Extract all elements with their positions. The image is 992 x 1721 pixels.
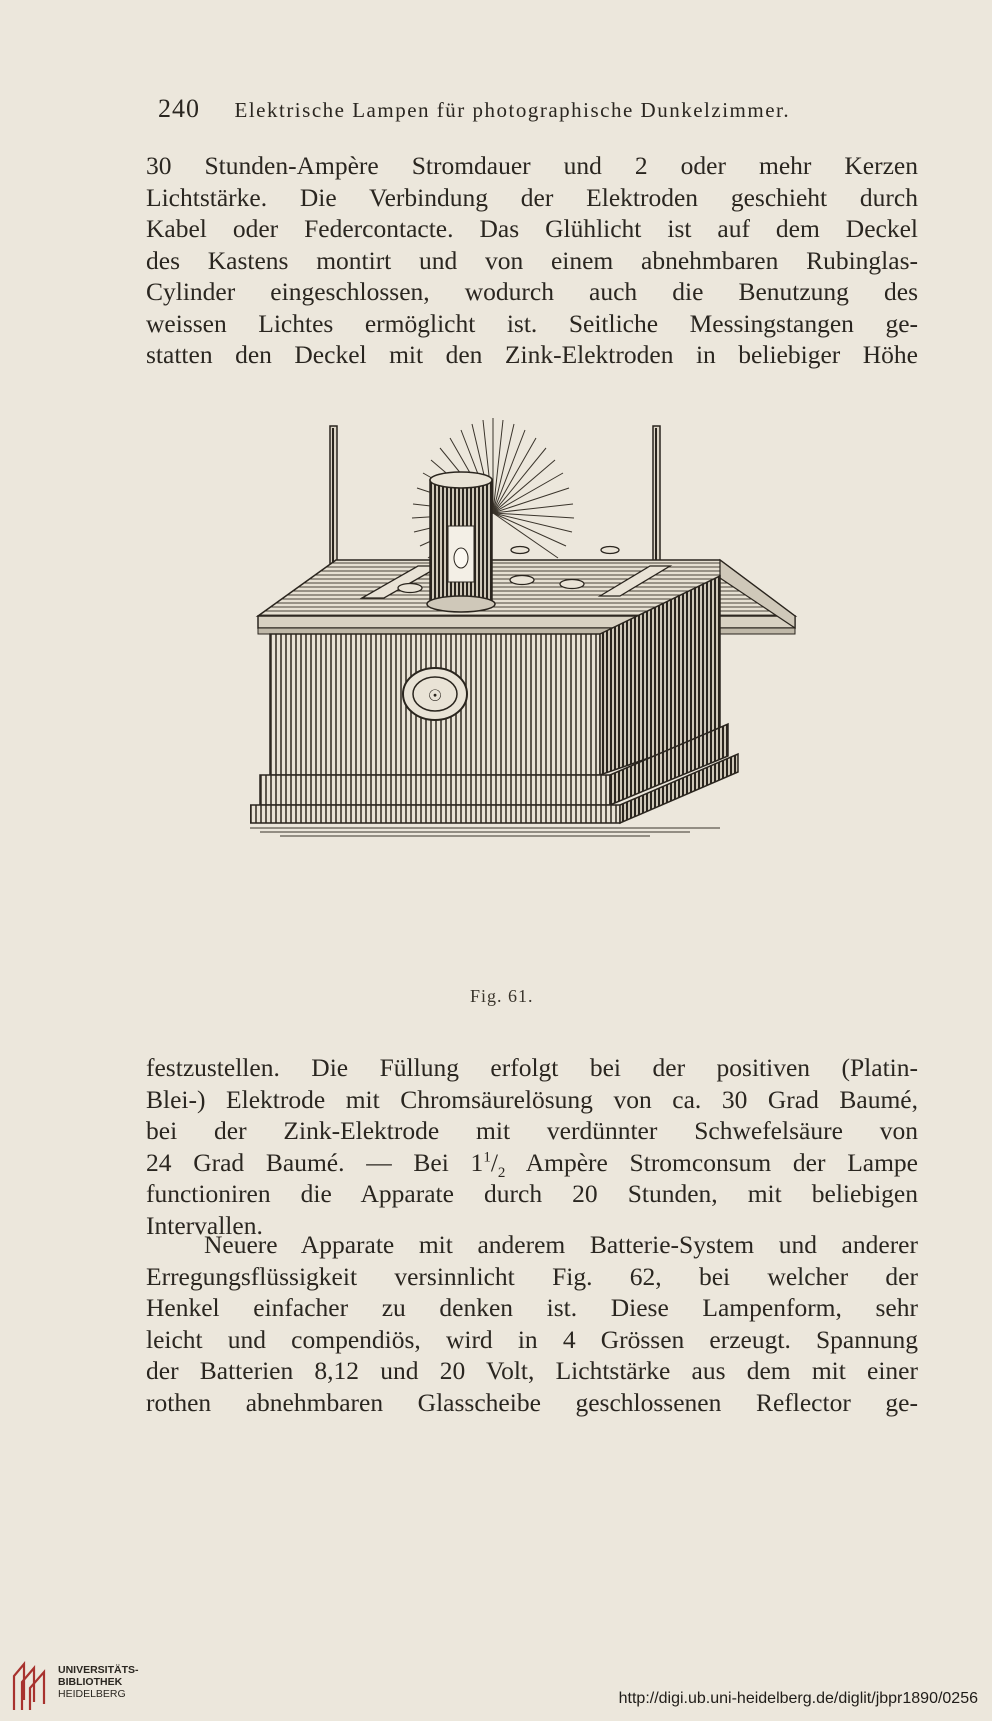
library-emblem-icon xyxy=(10,1660,50,1712)
text-line: functioniren die Apparate durch 20 Stunden, mit beliebigen xyxy=(146,1179,918,1208)
text-line: Blei-) Elektrode mit Chromsäurelösung von ca. 30 Grad Baumé, xyxy=(146,1084,918,1114)
library-logo xyxy=(10,1660,155,1715)
paragraph-1 xyxy=(146,150,918,371)
text-line: der Batterien 8,12 und 20 Volt, Lichtstärke aus dem mit einer xyxy=(146,1356,918,1385)
text-line: bei der Zink-Elektrode mit verdünnter Schwefelsäure von xyxy=(146,1116,918,1145)
text-line: Henkel einfacher zu denken ist. Diese Lampenform, sehr xyxy=(146,1293,918,1322)
text-line: Cylinder eingeschlossen, wodurch auch die Benutzung des xyxy=(146,277,918,306)
logo-line: BIBLIOTHEK xyxy=(58,1676,123,1688)
figure-caption: Fig. 61. xyxy=(470,986,534,1006)
battery-lamp-illustration xyxy=(250,418,810,958)
text-line: Lichtstärke. Die Verbindung der Elektroden geschieht durch xyxy=(146,182,918,212)
glass-cylinder xyxy=(427,472,495,612)
text-line: Neuere Apparate mit anderem Batterie-System und anderer xyxy=(204,1230,918,1259)
text-line: statten den Deckel mit den Zink-Elektroden in beliebiger Höhe xyxy=(146,340,918,369)
text-run: 24 Grad Baumé. — Bei 1 xyxy=(146,1147,484,1177)
paragraph-3 xyxy=(146,1229,918,1418)
text-line: des Kastens montirt und von einem abnehmbaren Rubinglas- xyxy=(146,245,918,275)
fraction-slash: / xyxy=(490,1147,498,1177)
logo-line: UNIVERSITÄTS- xyxy=(58,1664,139,1676)
ground-shadow xyxy=(250,828,720,836)
text-line: weissen Lichtes ermöglicht ist. Seitliche Messingstangen ge- xyxy=(146,308,918,338)
fraction-numerator: 1 xyxy=(483,1149,491,1165)
text-line: leicht und compendiös, wird in 4 Grössen erzeugt. Spannung xyxy=(146,1324,918,1354)
text-line: rothen abnehmbaren Glasscheibe geschlossenen Reflector ge- xyxy=(146,1387,918,1417)
running-header xyxy=(158,94,918,124)
text-line: Intervallen. xyxy=(146,1210,263,1240)
page-number: 240 xyxy=(158,94,200,123)
text-run: Ampère Stromconsum der Lampe xyxy=(505,1147,919,1177)
svg-text:☉: ☉ xyxy=(427,688,443,705)
source-url[interactable]: http://digi.ub.uni-heidelberg.de/diglit/jbpr1890/0256 xyxy=(618,1690,978,1707)
text-line xyxy=(146,1147,918,1179)
text-line: festzustellen. Die Füllung erfolgt bei der positiven (Platin- xyxy=(146,1053,918,1082)
running-title: Elektrische Lampen für photographische Dunkelzimmer. xyxy=(234,98,791,122)
text-line: 30 Stunden-Ampère Stromdauer und 2 oder mehr Kerzen xyxy=(146,151,918,180)
logo-line: HEIDELBERG xyxy=(58,1688,126,1700)
text-line: Kabel oder Federcontacte. Das Glühlicht ist auf dem Deckel xyxy=(146,214,918,243)
text-line: Erregungsflüssigkeit versinnlicht Fig. 62, bei welcher der xyxy=(146,1261,918,1291)
fraction-denominator: 2 xyxy=(497,1164,506,1181)
paragraph-2 xyxy=(146,1052,918,1241)
